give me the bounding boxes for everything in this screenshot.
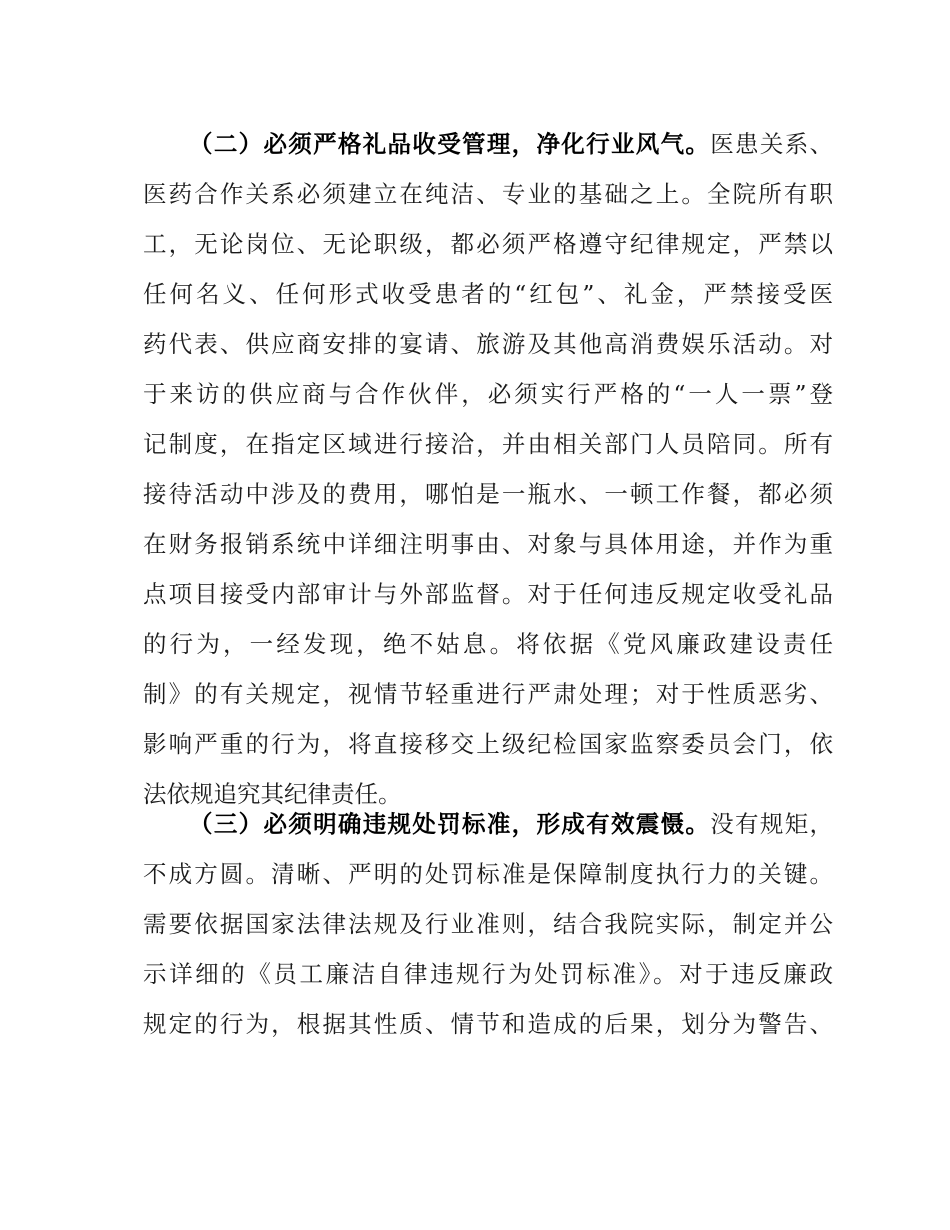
text-line: 任何名义、任何形式收受患者的“红包”、礼金，严禁接受医	[143, 280, 833, 308]
text-line: 点项目接受内部审计与外部监督。对于任何违反规定收受礼品	[143, 580, 833, 608]
paragraph-section-3	[143, 799, 833, 1049]
text-line: 记制度，在指定区域进行接洽，并由相关部门人员陪同。所有	[143, 430, 833, 458]
text-line: 接待活动中涉及的费用，哪怕是一瓶水、一顿工作餐，都必须	[143, 480, 833, 508]
paragraph-first-line	[143, 799, 833, 849]
text-line: 示详细的《员工廉洁自律违规行为处罚标准》。对于违反廉政	[143, 960, 833, 988]
text-line: 法依规追究其纪律责任。	[143, 780, 402, 808]
paragraph-section-2	[143, 119, 833, 819]
text-line: 需要依据国家法律法规及行业准则，结合我院实际，制定并公	[143, 910, 833, 938]
text-line: 医药合作关系必须建立在纯洁、专业的基础之上。全院所有职	[143, 180, 833, 208]
text-line: 的行为，一经发现，绝不姑息。将依据《党风廉政建设责任	[143, 630, 833, 658]
text-line: 在财务报销系统中详细注明事由、对象与具体用途，并作为重	[143, 530, 833, 558]
first-line-text: 医患关系、	[710, 130, 834, 158]
text-line: 药代表、供应商安排的宴请、旅游及其他高消费娱乐活动。对	[143, 330, 833, 358]
text-line: 规定的行为，根据其性质、情节和造成的后果，划分为警告、	[143, 1010, 833, 1038]
section-heading: （二）必须严格礼品收受管理，净化行业风气。	[189, 130, 711, 158]
text-line: 工，无论岗位、无论职级，都必须严格遵守纪律规定，严禁以	[143, 230, 833, 258]
text-line: 不成方圆。清晰、严明的处罚标准是保障制度执行力的关键。	[143, 860, 833, 888]
first-line-text: 没有规矩，	[710, 810, 834, 838]
text-line: 于来访的供应商与合作伙伴，必须实行严格的“一人一票”登	[143, 380, 833, 408]
section-heading: （三）必须明确违规处罚标准，形成有效震慑。	[189, 810, 711, 838]
text-line: 影响严重的行为，将直接移交上级纪检国家监察委员会门，依	[143, 730, 833, 758]
text-line: 制》的有关规定，视情节轻重进行严肃处理；对于性质恶劣、	[143, 680, 833, 708]
paragraph-first-line	[143, 119, 833, 169]
